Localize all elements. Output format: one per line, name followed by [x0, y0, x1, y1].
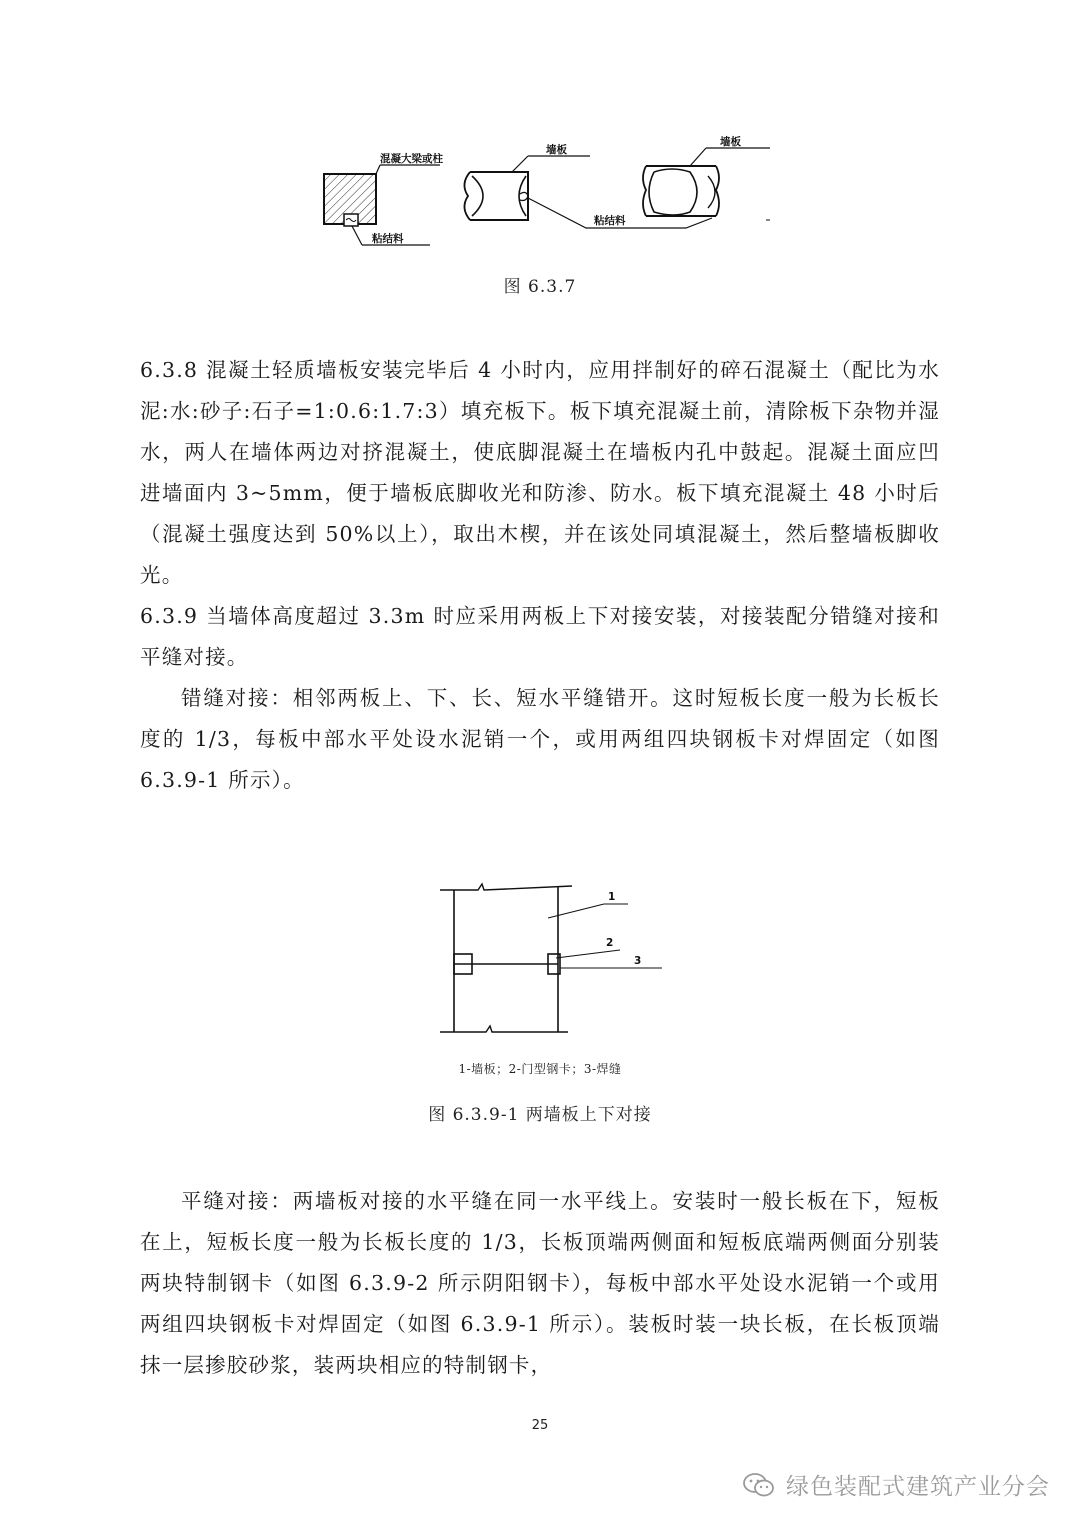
figure-6-3-7: [300, 120, 780, 270]
concrete-beam-shape: [324, 174, 376, 226]
watermark-text: 绿色装配式建筑产业分会: [786, 1474, 1050, 1500]
paragraph-6-3-8: 6.3.8 混凝土轻质墙板安装完毕后 4 小时内，应用拌制好的碎石混凝土（配比为水泥:水:砂子:石子=1:0.6:1.7:3）填充板下。板下填充混凝土前，清除板下杂物并湿水，两人在墙体两边对挤混凝土，使底脚混凝土在墙板内孔中鼓起。混凝土面应凹进墙面内 3~5mm，便于墙板底脚收光和防渗、防水。板下填充混凝土 48 小时后（混凝土强度达到 50%以上），取出木楔，并在该处同填混凝土，然后整墙板脚收光。: [140, 358, 940, 587]
wall-panel-middle-shape: [464, 172, 528, 220]
body-text-lower: [140, 1181, 940, 1386]
figure-caption-6-3-7: 图 6.3.7: [503, 277, 577, 297]
figure-6-3-9-1: [430, 878, 670, 1048]
label-3: 3: [634, 955, 642, 967]
page-number: 25: [531, 1418, 549, 1433]
figure-6-3-7-drawing: [300, 120, 780, 270]
label-adhesive-middle: 粘结料: [594, 215, 626, 227]
wall-panels-shape: [440, 884, 572, 1032]
label-panel-middle: 墙板: [546, 144, 567, 156]
paragraph-6-3-9: 6.3.9 当墙体高度超过 3.3m 时应采用两板上下对接安装，对接装配分错缝对接和平缝对接。: [140, 604, 940, 669]
figure-6-3-9-1-drawing: [430, 878, 670, 1048]
body-text-upper: [140, 350, 940, 801]
figure-caption-6-3-9-1: 图 6.3.9-1 两墙板上下对接: [428, 1105, 652, 1125]
wechat-icon: [742, 1471, 776, 1499]
label-adhesive-left: 粘结料: [372, 233, 404, 245]
label-panel-right: 墙板: [720, 136, 741, 148]
watermark: [742, 1468, 1050, 1501]
paragraph-flush-joint: 平缝对接：两墙板对接的水平缝在同一水平线上。安装时一般长板在下，短板在上，短板长度一般为长板长度的 1/3，长板顶端两侧面和短板底端两侧面分别装两块特制钢卡（如图 6.3.9-2 所示阴阳钢卡），每板中部水平处设水泥销一个或用两组四块钢板卡对焊固定（如图 6.3.9-1 所示）。装板时装一块长板，在长板顶端抹一层掺胶砂浆，装两块相应的特制钢卡，: [140, 1189, 940, 1377]
label-2: 2: [606, 937, 614, 949]
label-1: 1: [608, 891, 616, 903]
label-beam: 混凝大梁或柱: [380, 153, 443, 165]
figure-legend: 1-墙板；2-门型钢卡；3-焊缝: [458, 1062, 622, 1076]
wall-panel-right-shape: [643, 166, 719, 216]
paragraph-staggered-joint: 错缝对接：相邻两板上、下、长、短水平缝错开。这时短板长度一般为长板长度的 1/3，每板中部水平处设水泥销一个，或用两组四块钢板卡对焊固定（如图 6.3.9-1 所示）。: [140, 686, 940, 792]
